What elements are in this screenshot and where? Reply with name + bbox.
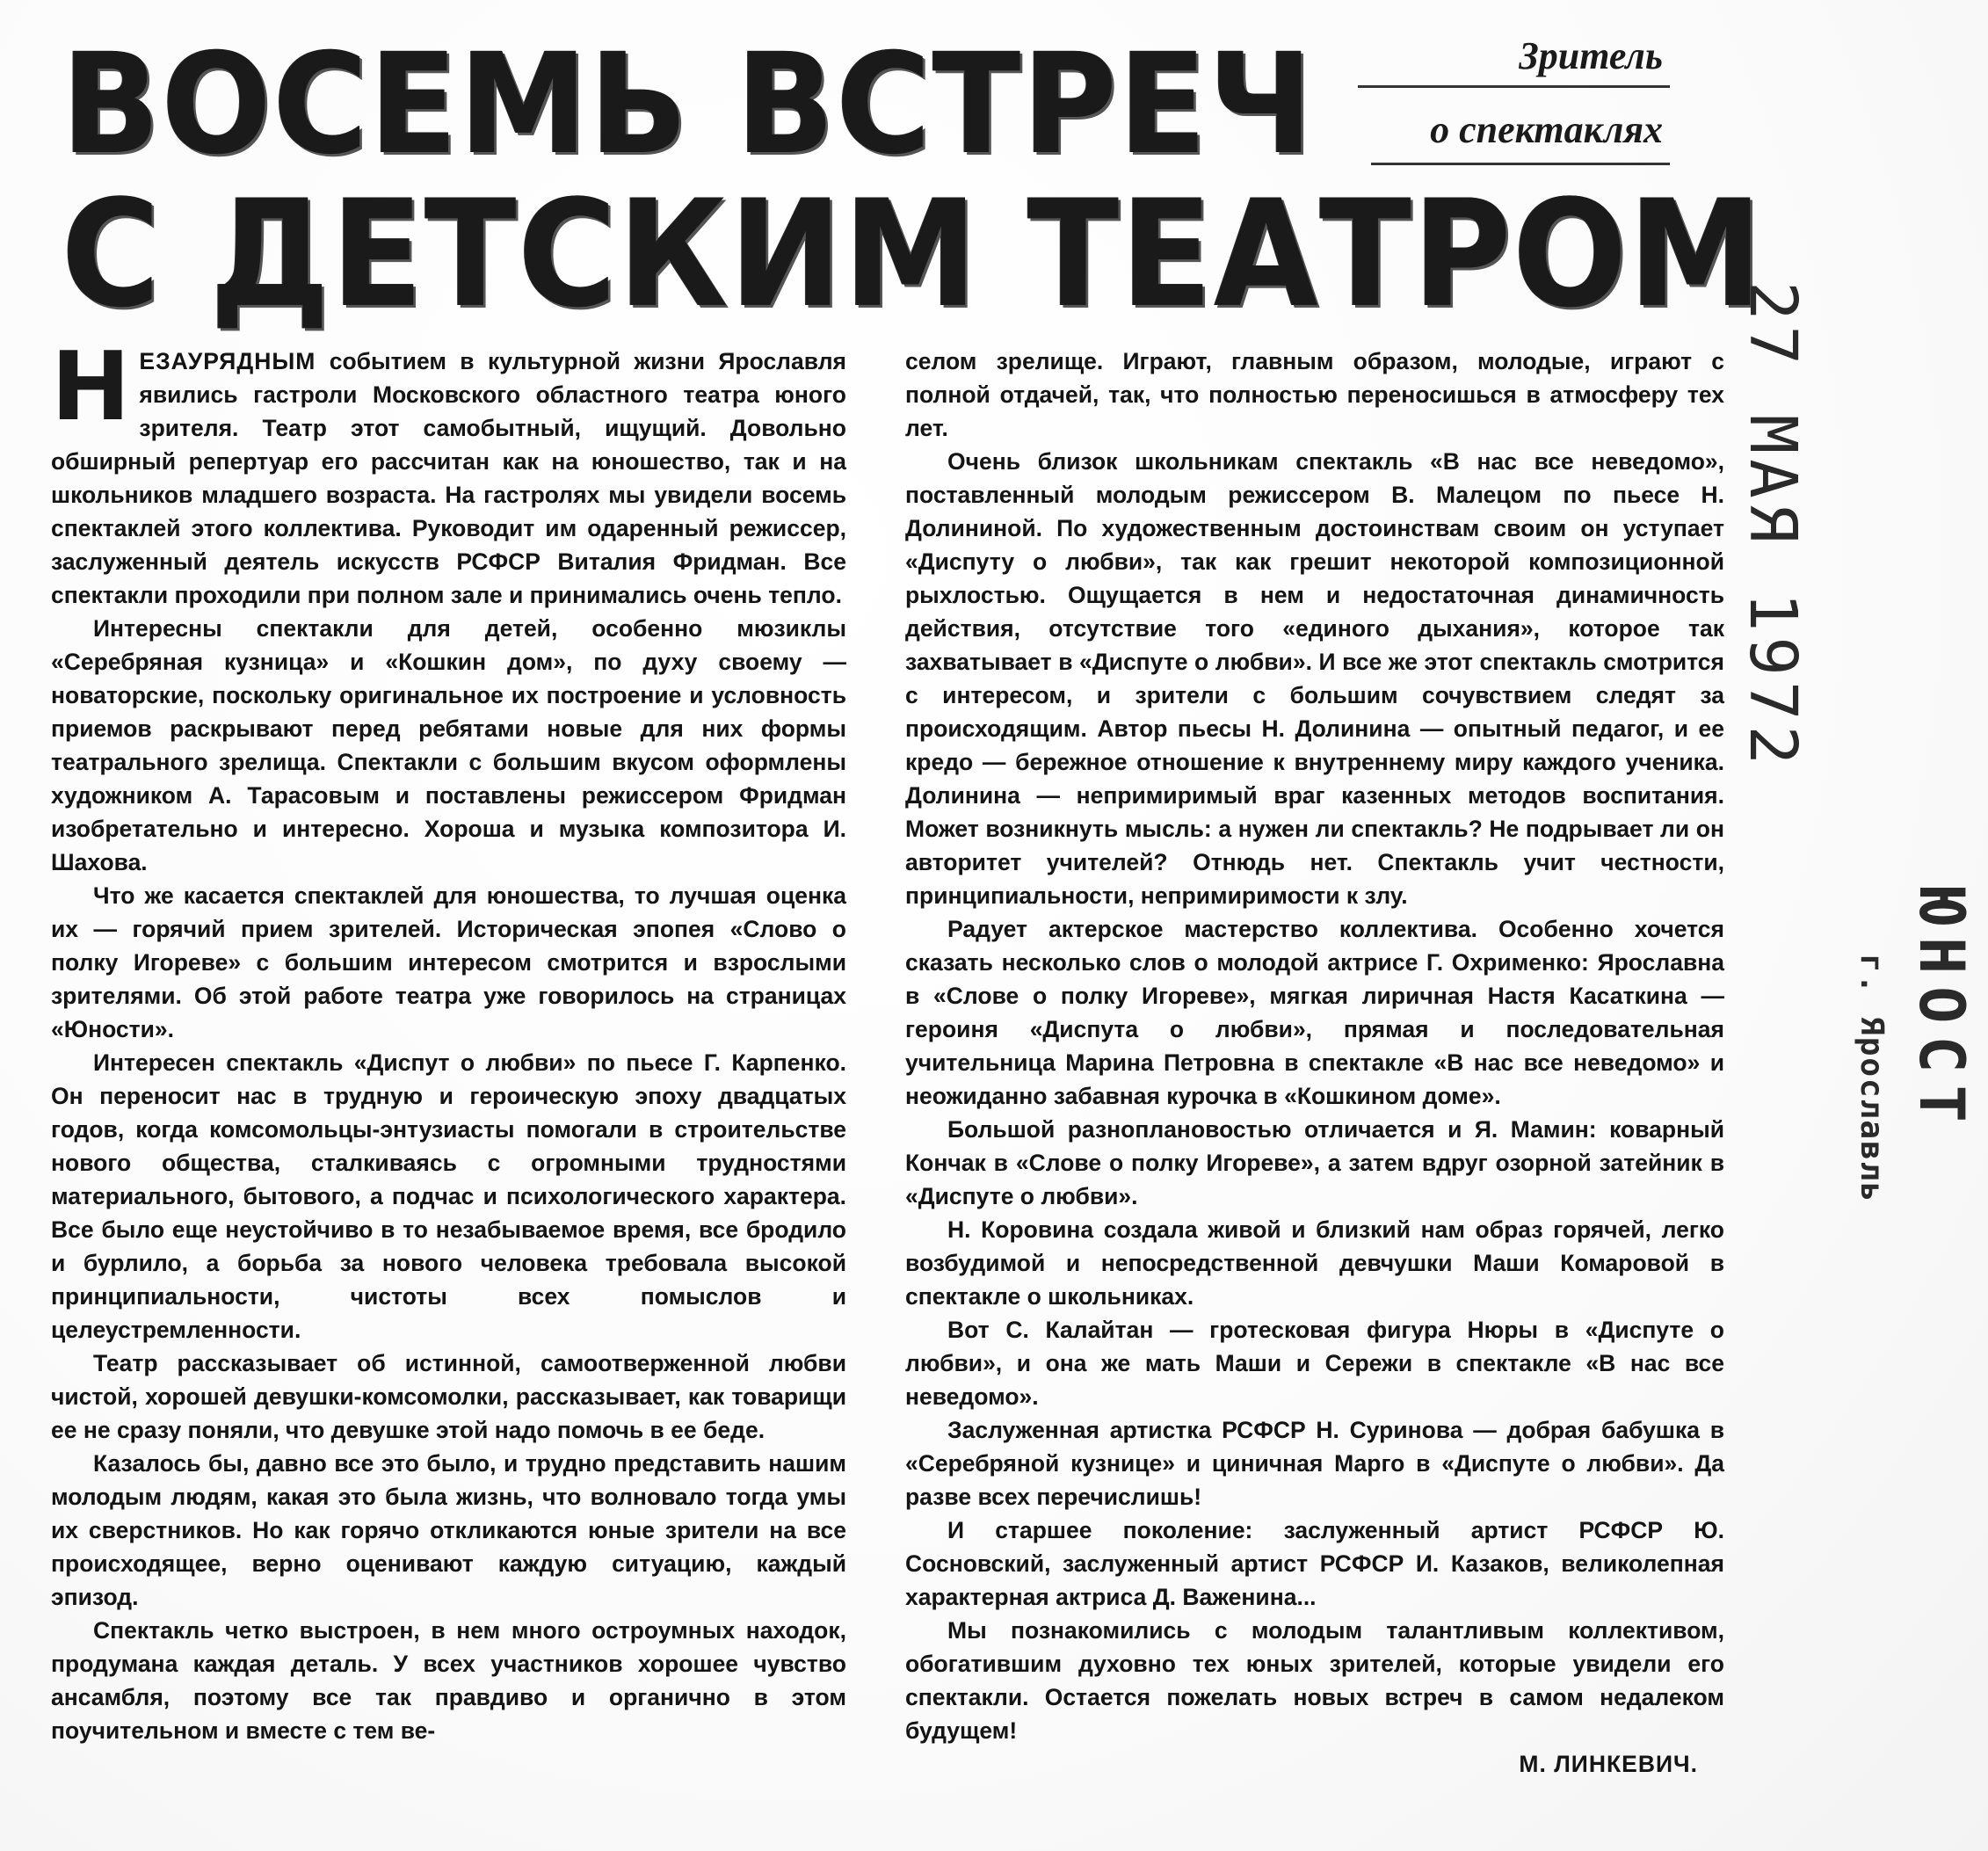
- article-paragraph: Казалось бы, давно все это было, и трудно представить нашим молодым людям, какая это была жизнь, что волновало тогда умы их сверстников. Но как горячо откликаются юные зрители на все происходящее, верно оценивают каждую ситуацию, каждый эпизод.: [51, 1450, 846, 1610]
- article-paragraph: Спектакль четко выстроен, в нем много остроумных находок, продумана каждая деталь. У всех участников хорошее чувство ансамбля, поэтому все так правдиво и органично в этом поучительном и вместе с тем ве-: [51, 1617, 846, 1744]
- article-column-right: [905, 345, 1724, 1781]
- article-paragraph: Радует актерское мастерство коллектива. Особенно хочется сказать несколько слов о молодой актрисе Г. Охрименко: Ярославна в «Слове о полку Игореве», мягкая лиричная Настя Касаткина — героиня «Диспута о любви», прямая и последовательная учительница Марина Петровна в спектакле «В нас все неведомо» и неожиданно забавная курочка в «Кошкином доме».: [905, 916, 1724, 1109]
- rubric-rule: [1358, 85, 1670, 88]
- date-stamp: 27 МАЯ 1972: [1735, 281, 1810, 771]
- article-paragraph: Мы познакомились с молодым талантливым коллективом, обогатившим духовно тех юных зрителей, которые увидели его спектакли. Остается пожелать новых встреч в самом недалеком будущем!: [905, 1617, 1724, 1744]
- article-lead-paragraph: [51, 332, 846, 612]
- article-paragraph: Интересны спектакли для детей, особенно мюзиклы «Серебряная кузница» и «Кошкин дом», по духу своему — новаторские, поскольку оригинальное их построение и условность приемов раскрывают перед ребятами новые для них формы театрального зрелища. Спектакли с большим вкусом оформлены художником А. Тарасовым и поставлены режиссером Фридман изобретательно и интересно. Хороша и музыка композитора И. Шахова.: [51, 615, 846, 875]
- drop-cap: Н: [51, 332, 131, 442]
- headline-line-2: С ДЕТСКИМ ТЕАТРОМ: [62, 168, 1765, 340]
- lead-text: событием в культурной жизни Ярославля явились гастроли Московского областного театра юного зрителя. Театр этот самобытный, ищущий. Довольно обширный репертуар его рассчитан как на юношество, так и на школьников младшего возраста. На гастролях мы увидели восемь спектаклей этого коллектива. Руководит им одаренный режиссер, заслуженный деятель искусств РСФСР Виталия Фридман. Все спектакли проходили при полном зале и принимались очень тепло.: [51, 348, 846, 608]
- author-signature: М. ЛИНКЕВИЧ.: [1519, 1751, 1698, 1777]
- newspaper-name-stamp: ЮНОСТ: [1905, 888, 1977, 1135]
- rubric-line-1: Зритель: [1519, 34, 1663, 77]
- article-paragraph: Н. Коровина создала живой и близкий нам образ горячей, легко возбудимой и непосредственной девчушки Маши Комаровой в спектакле о школьниках.: [905, 1216, 1724, 1310]
- article-paragraph: Очень близок школьникам спектакль «В нас все неведомо», поставленный молодым режиссером В. Малецом по пьесе Н. Долининой. По художественным достоинствам своим он уступает «Диспуту о любви», так как грешит некоторой композиционной рыхлостью. Ощущается в нем и недостаточная динамичность действия, отсутствие того «единого дыхания», которое так захватывает в «Диспуте о любви». И все же этот спектакль смотрится с интересом, и зрители с большим сочувствием следят за происходящим. Автор пьесы Н. Долинина — опытный педагог, и ее кредо — бережное отношение к внутреннему миру каждого ученика. Долинина — непримиримый враг казенных методов воспитания. Может возникнуть мысль: а нужен ли спектакль? Не подрывает ли он авторитет учителей? Отнюдь нет. Спектакль учит честности, принципиальности, непримиримости к злу.: [905, 448, 1724, 909]
- rubric: [1358, 33, 1670, 165]
- city-stamp: г. Ярославль: [1854, 954, 1890, 1204]
- article-paragraph: И старшее поколение: заслуженный артист РСФСР Ю. Сосновский, заслуженный артист РСФСР И. Казаков, великолепная характерная актриса Д. Важенина...: [905, 1517, 1724, 1610]
- article-paragraph: Что же касается спектаклей для юношества, то лучшая оценка их — горячий прием зрителей. Историческая эпопея «Слово о полку Игореве» с большим интересом смотрится и взрослыми зрителями. Об этой работе театра уже говорилось на страницах «Юности».: [51, 882, 846, 1042]
- article-paragraph: Вот С. Калайтан — гротесковая фигура Нюры в «Диспуте о любви», и она же мать Маши и Сережи в спектакле «В нас все неведомо».: [905, 1317, 1724, 1410]
- rubric-line-2: о спектаклях: [1430, 108, 1663, 151]
- article-paragraph: Заслуженная артистка РСФСР Н. Суринова — добрая бабушка в «Серебряной кузнице» и циничная Марго в «Диспуте о любви». Да разве всех перечислишь!: [905, 1417, 1724, 1510]
- article-paragraph: селом зрелище. Играют, главным образом, молодые, играют с полной отдачей, так, что полностью переносишься в атмосферу тех лет.: [905, 348, 1724, 441]
- lead-caps: ЕЗАУРЯДНЫМ: [139, 348, 316, 374]
- headline-line-1: ВОСЕМЬ ВСТРЕЧ: [62, 24, 1315, 185]
- article-paragraph: Театр рассказывает об истинной, самоотверженной любви чистой, хорошей девушки-комсомолки, рассказывает, как товарищи ее не сразу поняли, что девушке этой надо помочь в ее беде.: [51, 1350, 846, 1443]
- article-column-left: [51, 332, 846, 1747]
- article-paragraph: Большой разноплановостью отличается и Я. Мамин: коварный Кончак в «Слове о полку Игореве», а затем вдруг озорной затейник в «Диспуте о любви».: [905, 1116, 1724, 1209]
- article-paragraph: Интересен спектакль «Диспут о любви» по пьесе Г. Карпенко. Он переносит нас в трудную и героическую эпоху двадцатых годов, когда комсомольцы-энтузиасты помогали в строительстве нового общества, сталкиваясь с огромными трудностями материального, бытового, а подчас и психологического характера. Все было еще неустойчиво в то незабываемое время, все бродило и бурлило, а борьба за нового человека требовала высокой принципиальности, чистоты всех помыслов и целеустремленности.: [51, 1049, 846, 1343]
- rubric-rule-bottom: [1371, 163, 1670, 165]
